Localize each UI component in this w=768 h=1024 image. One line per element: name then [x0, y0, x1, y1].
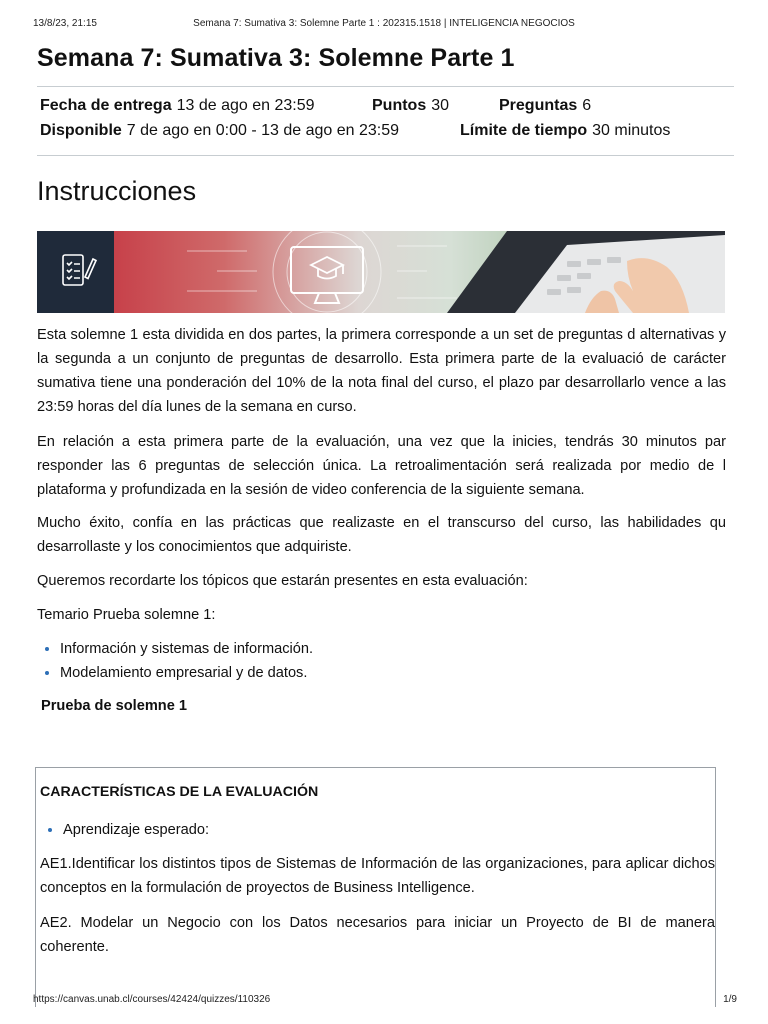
divider [37, 86, 734, 87]
topics-list [37, 637, 313, 685]
banner-artwork [37, 231, 725, 313]
time-limit-value: 30 minutos [592, 122, 671, 139]
graduation-cap-icon [311, 257, 343, 279]
evaluation-list [40, 818, 209, 842]
instructions-paragraph-1: Esta solemne 1 esta dividida en dos partes, la primera corresponde a un set de preguntas d alternativas y la segunda a un conjunto de preguntas de desarrollo. Esta primera parte de la evaluació de carácter sumativa tiene una ponderación del 10% de la nota final del curso, el plazo par desarrollarlo vence a las 23:59 horas del día lunes de la semana en curso. [37, 327, 726, 415]
points-label: Puntos [372, 97, 427, 114]
points [372, 97, 449, 115]
available [40, 122, 399, 140]
due-date-label: Fecha de entrega [40, 97, 172, 114]
print-datetime: 13/8/23, 21:15 [33, 18, 97, 29]
instructions-paragraph-2: En relación a esta primera parte de la evaluación, una vez que la inicies, tendrás 30 minutos par responder las 6 preguntas de selección única. La retroalimentación será realizada por medio de l plataforma y profundizada en la sesión de video conferencia de la siguiente semana. [37, 434, 726, 498]
questions-label: Preguntas [499, 97, 578, 114]
available-label: Disponible [40, 122, 122, 139]
print-page-title: Semana 7: Sumativa 3: Solemne Parte 1 : 202315.1518 | INTELIGENCIA NEGOCIOS [193, 18, 575, 29]
list-item: • Información y sistemas de información. [60, 637, 313, 661]
evaluation-box [35, 767, 716, 1007]
instructions-banner [37, 231, 725, 313]
instructions-paragraph-5: Temario Prueba solemne 1: [37, 607, 216, 623]
print-url: https://canvas.unab.cl/courses/42424/quizzes/110326 [33, 994, 271, 1005]
instructions-paragraph-4: Queremos recordarte los tópicos que estarán presentes en esta evaluación: [37, 573, 528, 589]
due-date [40, 97, 315, 115]
evaluation-title: CARACTERÍSTICAS DE LA EVALUACIÓN [40, 784, 319, 800]
points-value: 30 [431, 97, 450, 114]
time-limit-label: Límite de tiempo [460, 122, 588, 139]
checklist-icon [63, 255, 96, 285]
instructions-paragraph-3: Mucho éxito, confía en las prácticas que realizaste en el transcurso del curso, las habilidades qu desarrollaste y los conocimientos que adquiriste. [37, 515, 726, 555]
list-item: • Aprendizaje esperado: [63, 818, 209, 842]
divider [37, 155, 734, 156]
instructions-heading: Instrucciones [37, 176, 197, 206]
prueba-heading: Prueba de solemne 1 [41, 698, 187, 714]
laptop-typing-image [447, 231, 725, 313]
time-limit [460, 122, 670, 140]
available-value: 7 de ago en 0:00 - 13 de ago en 23:59 [126, 122, 400, 139]
list-item: • Modelamiento empresarial y de datos. [60, 661, 313, 685]
questions [499, 97, 591, 115]
quiz-title: Semana 7: Sumativa 3: Solemne Parte 1 [37, 44, 515, 72]
questions-value: 6 [582, 97, 592, 114]
monitor-icon [291, 247, 363, 303]
page-number: 1/9 [723, 994, 737, 1005]
ae2-text: AE2. Modelar un Negocio con los Datos necesarios para iniciar un Proyecto de BI de manera coherente. [40, 915, 715, 955]
due-date-value: 13 de ago en 23:59 [176, 97, 315, 114]
ae1-text: AE1.Identificar los distintos tipos de Sistemas de Información de las organizaciones, para aplicar dichos conceptos en la formulación de proyectos de Business Intelligence. [40, 856, 715, 896]
